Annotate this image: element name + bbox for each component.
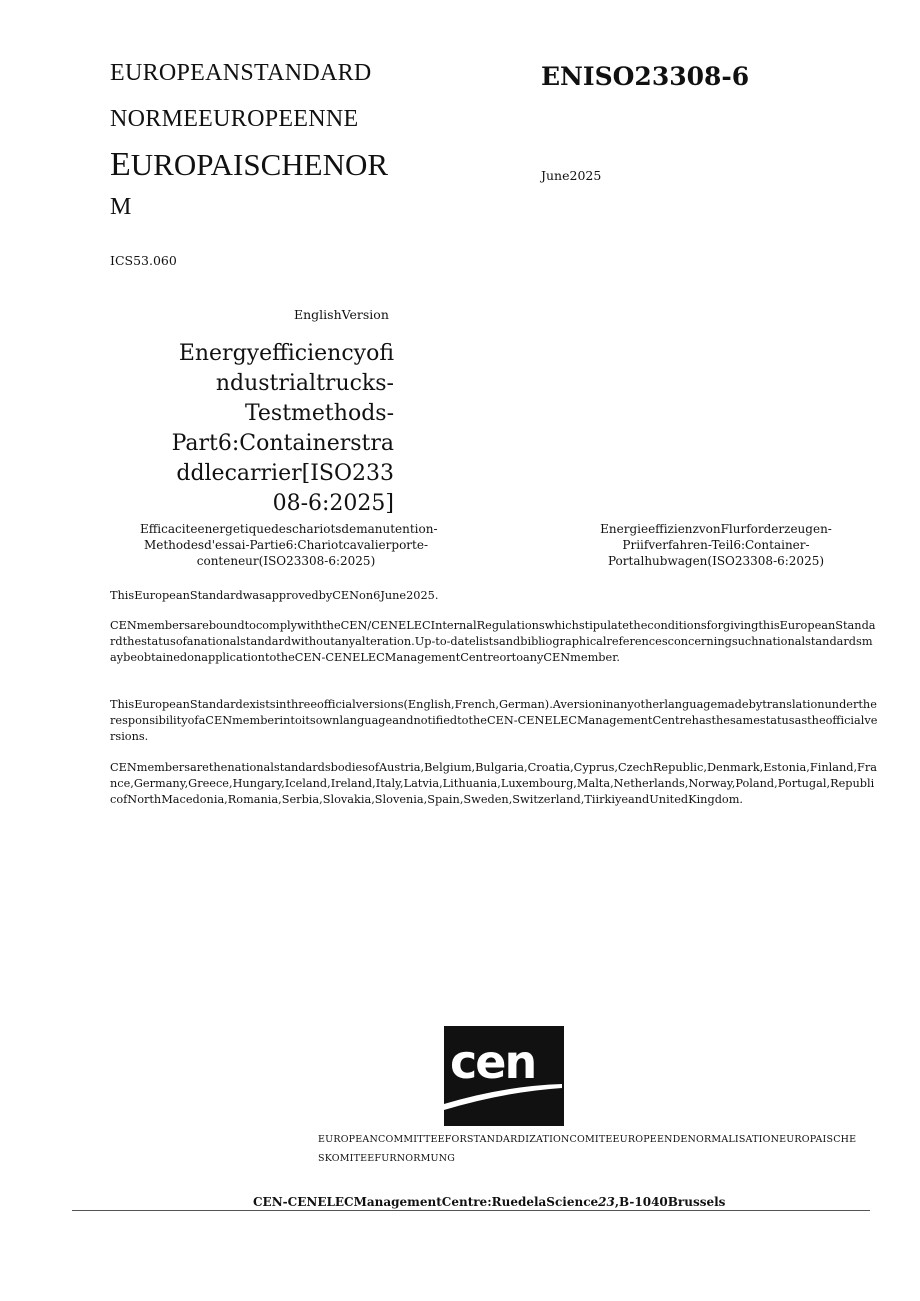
committee-line-2: SKOMITEEFURNORMUNG — [318, 1153, 456, 1164]
cen-logo-text: cen — [450, 1035, 536, 1089]
subtitle-german: EnergieeffizienzvonFlurforderzeugen-Priifverfahren-Teil6:Container-Portalhubwagen(ISO23308-6:2025) — [600, 522, 832, 568]
header-line-norme-europeenne: NORMEEUROPEENNE — [110, 106, 359, 132]
ics-code: ICS53.060 — [110, 253, 177, 268]
paragraph-members: CENmembersarethenationalstandardsbodiesofAustria,Belgium,Bulgaria,Croatia,Cyprus,CzechRepublic,Denmark,Estonia,Finland,France,Germany,Greece,Hungary,Iceland,Ireland,Italy,Latvia,Lithuania,Luxembourg,Malta,Netherlands,Norway,Poland,Portugal,RepublicofNorthMacedonia,Romania,Serbia,Slovakia,Slovenia,Spain,Sweden,Switzerland,TiirkiyeandUnitedKingdom. — [110, 761, 878, 806]
paragraph-compliance: CENmembersareboundtocomplywiththeCEN/CENELECInternalRegulationswhichstipulatetheconditionsforgivingthisEuropeanStandardthestatusofanationalstandardwithoutanyalteration.Up-to-datelistsandbibliographicalreferencesconcerningsuchnationalstandardsmaybeobtainedonapplicationtotheCEN-CENELECManagementCentreortoanyCENmember. — [110, 619, 876, 664]
standard-number: ENISO23308-6 — [541, 62, 750, 91]
committee-line-1: EUROPEANCOMMITTEEFORSTANDARDIZATIONCOMITEEUROPEENDENORMALISATIONEUROPAISCHE — [318, 1134, 857, 1145]
cen-logo — [444, 1026, 564, 1126]
paragraph-approval: ThisEuropeanStandardwasapprovedbyCENon6June2025. — [110, 589, 439, 602]
header-line3-rest: UROPAISCHENOR — [130, 147, 389, 182]
header-line3-cap: E — [110, 146, 131, 183]
management-centre-address — [253, 1195, 725, 1209]
header-line-european-standard: EUROPEANSTANDARD — [110, 60, 372, 86]
cen-logo-graphic — [444, 1026, 564, 1126]
header-line-m: M — [110, 194, 132, 220]
publication-date: June2025 — [541, 168, 602, 183]
subtitle-french: Efficaciteenergetiquedeschariotsdemanutention-Methodesd'essai-Partie6:Chariotcavalierporte-conteneur(ISO23308-6:2025) — [140, 522, 438, 568]
footer-divider — [72, 1210, 870, 1211]
address-prefix: CEN-CENELECManagementCentre:RuedelaScience — [253, 1195, 599, 1209]
document-title: Energyefficiencyofi ndustrialtrucks- Testmethods- Part6:Containerstra ddlecarrier[ISO233 08-6:2025] — [171, 341, 394, 516]
address-suffix: ,B-1040Brussels — [614, 1195, 726, 1209]
header-line-europaische-norm — [110, 146, 388, 184]
language-version: EnglishVersion — [294, 307, 389, 322]
paragraph-official-versions: ThisEuropeanStandardexistsinthreeofficialversions(English,French,German).AversioninanyotherlanguagemadebytranslationundertheresponsibilityofaCENmemberintoitsownlanguageandnotifiedtotheCEN-CENELECManagementCentrehasthesamestatusastheofficialversions. — [110, 698, 878, 743]
address-number: 23 — [598, 1195, 615, 1209]
